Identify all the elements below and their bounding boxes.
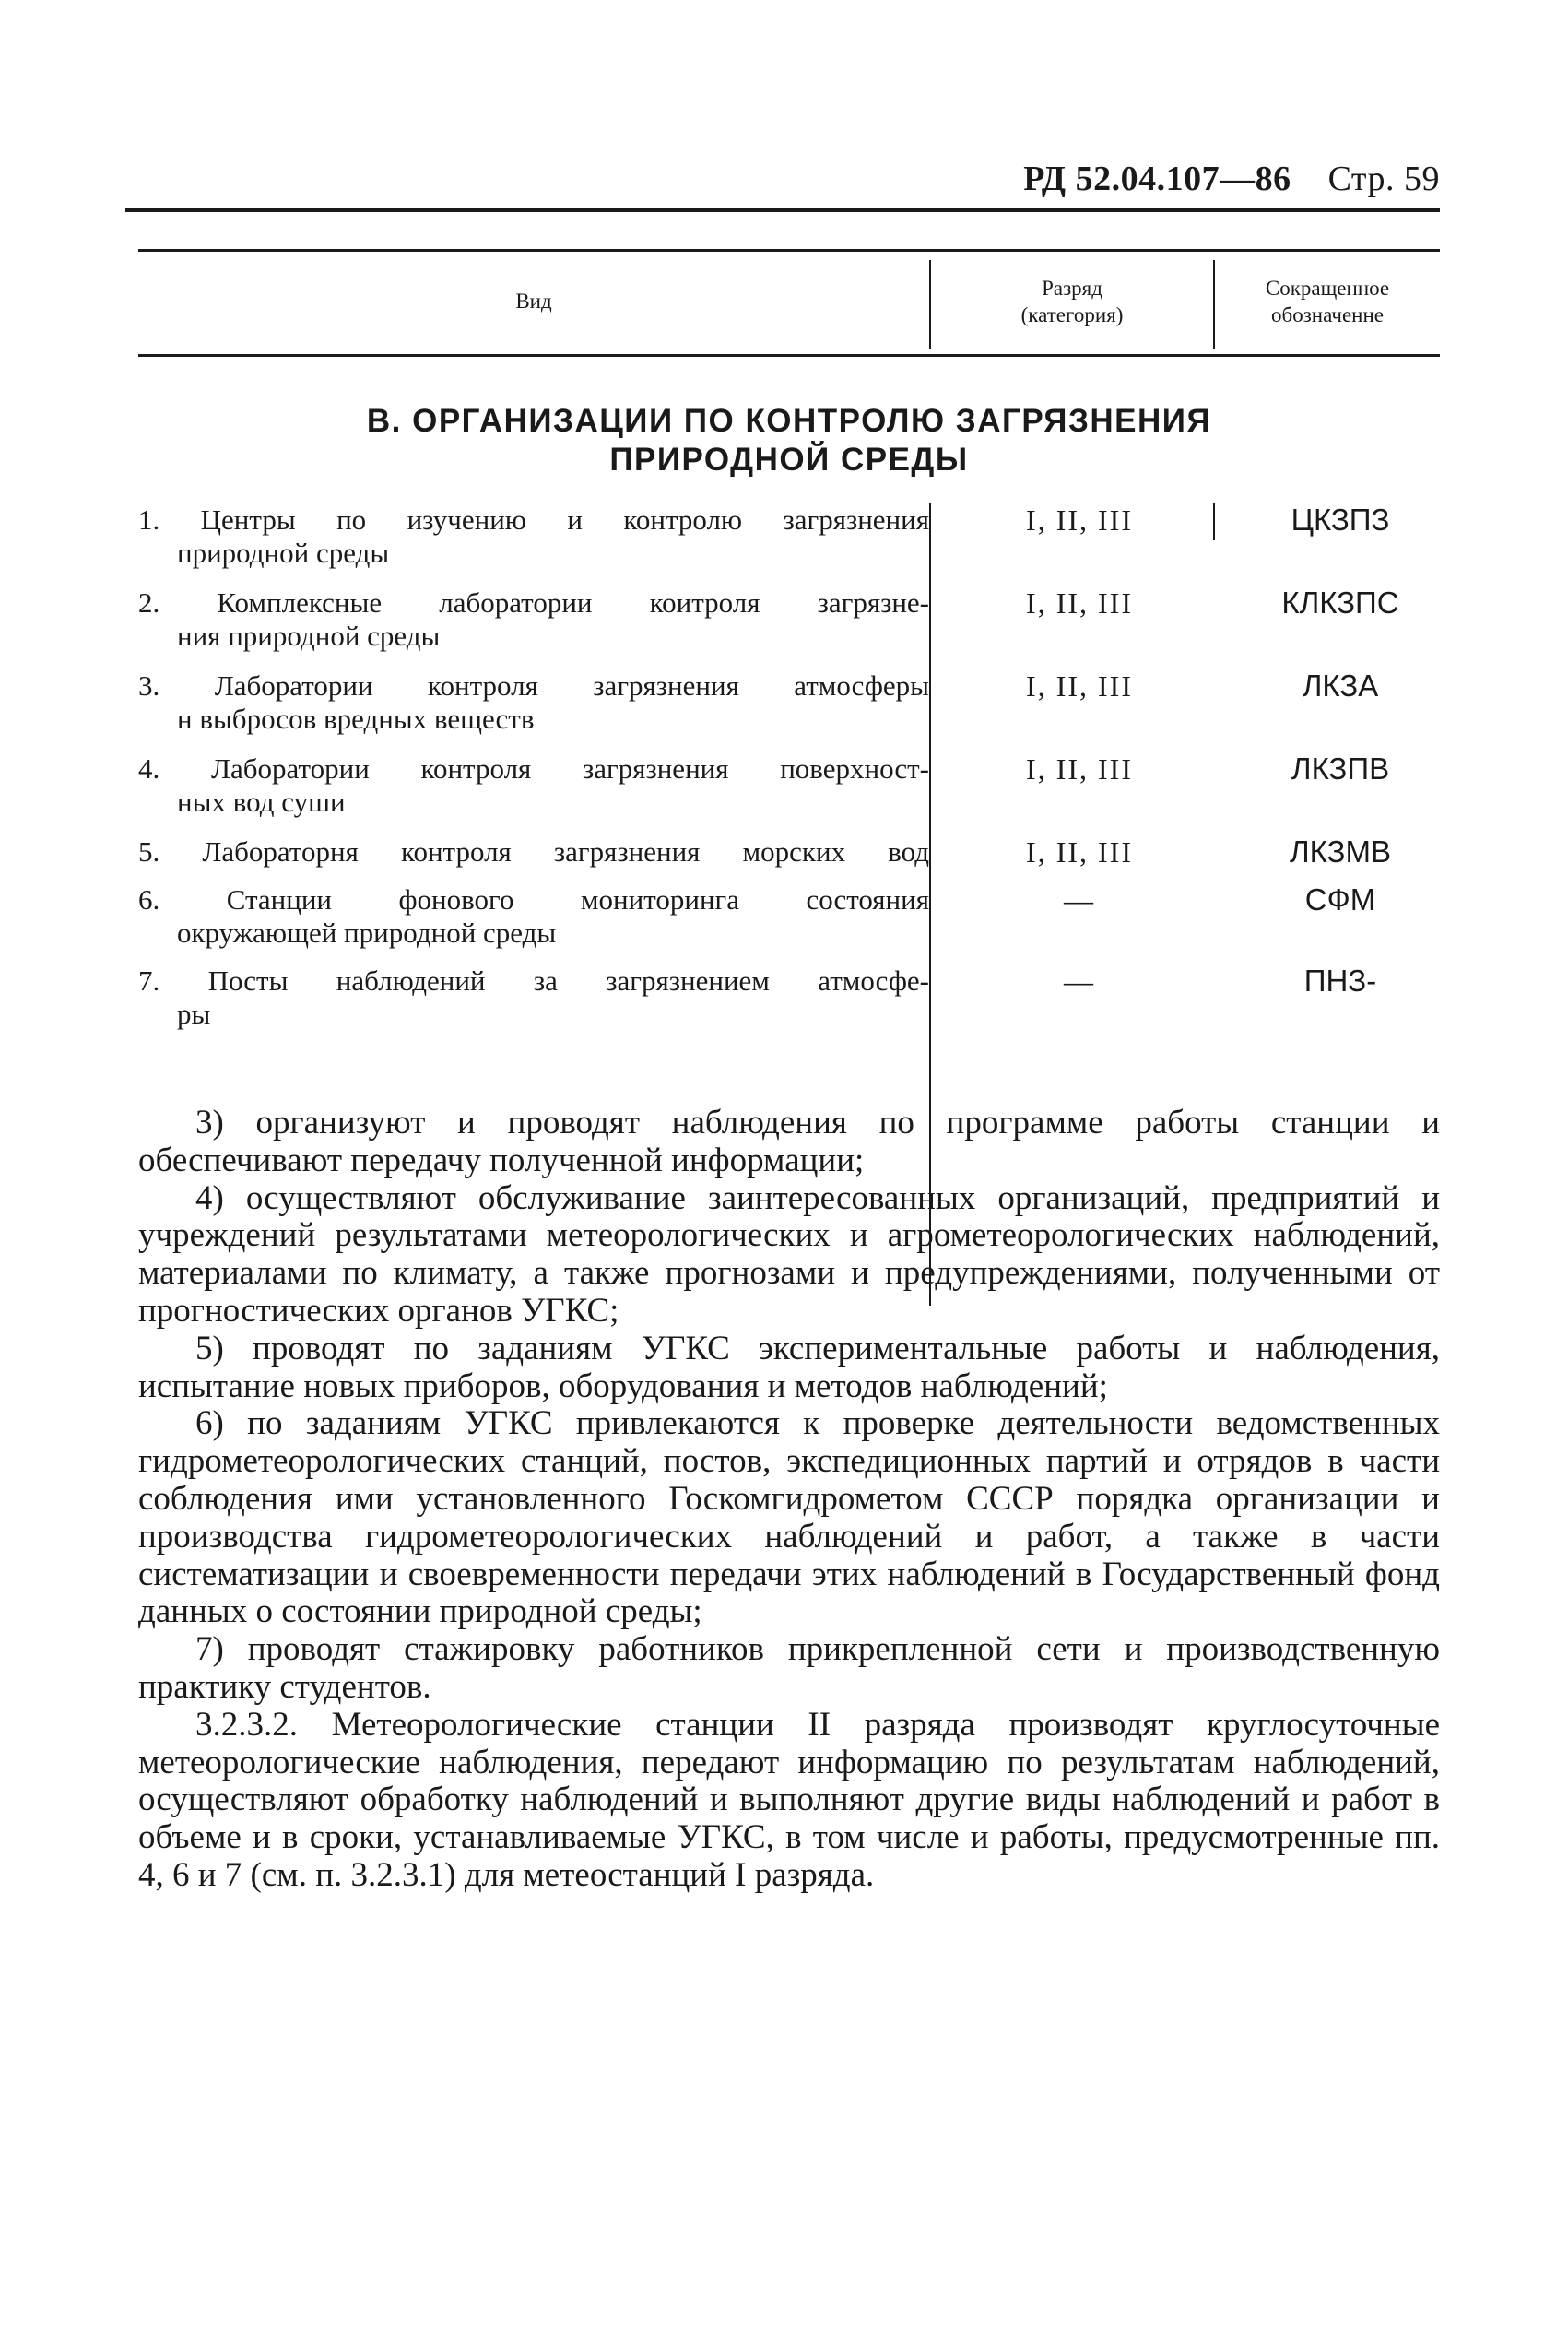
row-category: I, II, III: [1026, 669, 1133, 703]
row-category: —: [1064, 883, 1095, 917]
column-header-category: Разряд (категория): [1020, 277, 1124, 326]
paragraph: 7) проводят стажировку работников прикрепленной сети и производственную практику студентов.: [138, 1630, 1440, 1706]
row-abbreviation: ЛКЗМВ: [1290, 834, 1391, 869]
paragraph: 4) осуществляют обслуживание заинтересованных организаций, предприятий и учреждений результатами метеорологических и агрометеорологических наблюдений, материалами по климату, а также прогнозами и предупреждениями, полученными от прогностических органов УГКС;: [138, 1178, 1440, 1330]
table-header-rule: [138, 354, 1440, 357]
row-name: 3. Лаборатории контроля загрязнения атмосферы н выбросов вредных веществ: [138, 669, 929, 735]
row-category: I, II, III: [1026, 835, 1133, 869]
paragraph: 5) проводят по заданиям УГКС экспериментальные работы и наблюдения, испытание новых приборов, оборудования и методов наблюдений;: [138, 1329, 1440, 1405]
page-number: Стр. 59: [1327, 160, 1440, 198]
body-text: [138, 1105, 1440, 1895]
paragraph: 6) по заданиям УГКС привлекаются к проверке деятельности ведомственных гидрометеорологических станций, постов, экспедиционных партий и отрядов в части соблюдения ими установленного Госкомгидрометом СССР порядка организации и производства гидрометеорологических наблюдений и работ, а также в части систематизации и своевременности передачи этих наблюдений в Государственный фонд данных о состоянии природной среды;: [138, 1404, 1440, 1631]
row-category: I, II, III: [1026, 752, 1133, 786]
paragraph: 3) организуют и проводят наблюдения по программе работы станции и обеспечивают передачу полученной информации;: [138, 1104, 1440, 1179]
row-name: 7. Посты наблюдений за загрязнением атмосфе- ры: [138, 964, 929, 1030]
row-category: —: [1064, 964, 1095, 998]
row-name: 2. Комплексные лаборатории коитроля загрязне- ния природной среды: [138, 586, 929, 652]
section-title: В. ОРГАНИЗАЦИИ ПО КОНТРОЛЮ ЗАГРЯЗНЕНИЯ ПРИРОДНОЙ СРЕДЫ: [366, 403, 1212, 478]
body-divider-2: [1213, 503, 1215, 540]
row-abbreviation: ЦКЗПЗ: [1291, 503, 1390, 537]
row-abbreviation: ЛКЗПВ: [1291, 751, 1390, 786]
row-name: 4. Лаборатории контроля загрязнения поверхност- ных вод суши: [138, 752, 929, 818]
row-abbreviation: СФМ: [1304, 882, 1376, 917]
row-category: I, II, III: [1026, 503, 1133, 537]
document-code: РД 52.04.107—86: [1023, 160, 1291, 198]
row-name: 1. Центры по изучению и контролю загрязнения природной среды: [138, 503, 929, 569]
column-header-abbreviation: Сокращенное обозначенне: [1265, 277, 1390, 326]
row-abbreviation: ПНЗ-: [1303, 964, 1377, 998]
row-category: I, II, III: [1026, 586, 1133, 620]
row-name: 6. Станции фонового мониторинга состояния окружающей природной среды: [138, 883, 929, 949]
row-abbreviation: КЛКЗПС: [1281, 586, 1399, 620]
column-header-type: Вид: [515, 290, 552, 313]
row-abbreviation: ЛКЗА: [1302, 669, 1379, 703]
table-top-rule: [138, 249, 1440, 252]
running-head: [138, 159, 1440, 199]
row-name: 5. Лабораторня контроля загрязнения морских вод: [138, 835, 929, 868]
paragraph: 3.2.3.2. Метеорологические станции II разряда производят круглосуточные метеорологические наблюдения, передают информацию по результатам наблюдений, осуществляют обработку наблюдений и выполняют другие виды наблюдений и работ в объеме и в сроки, устанавливаемые УГКС, в том числе и работы, предусмотренные пп. 4, 6 и 7 (см. п. 3.2.3.1) для метеостанций I разряда.: [138, 1705, 1440, 1894]
header-rule: [125, 208, 1440, 212]
